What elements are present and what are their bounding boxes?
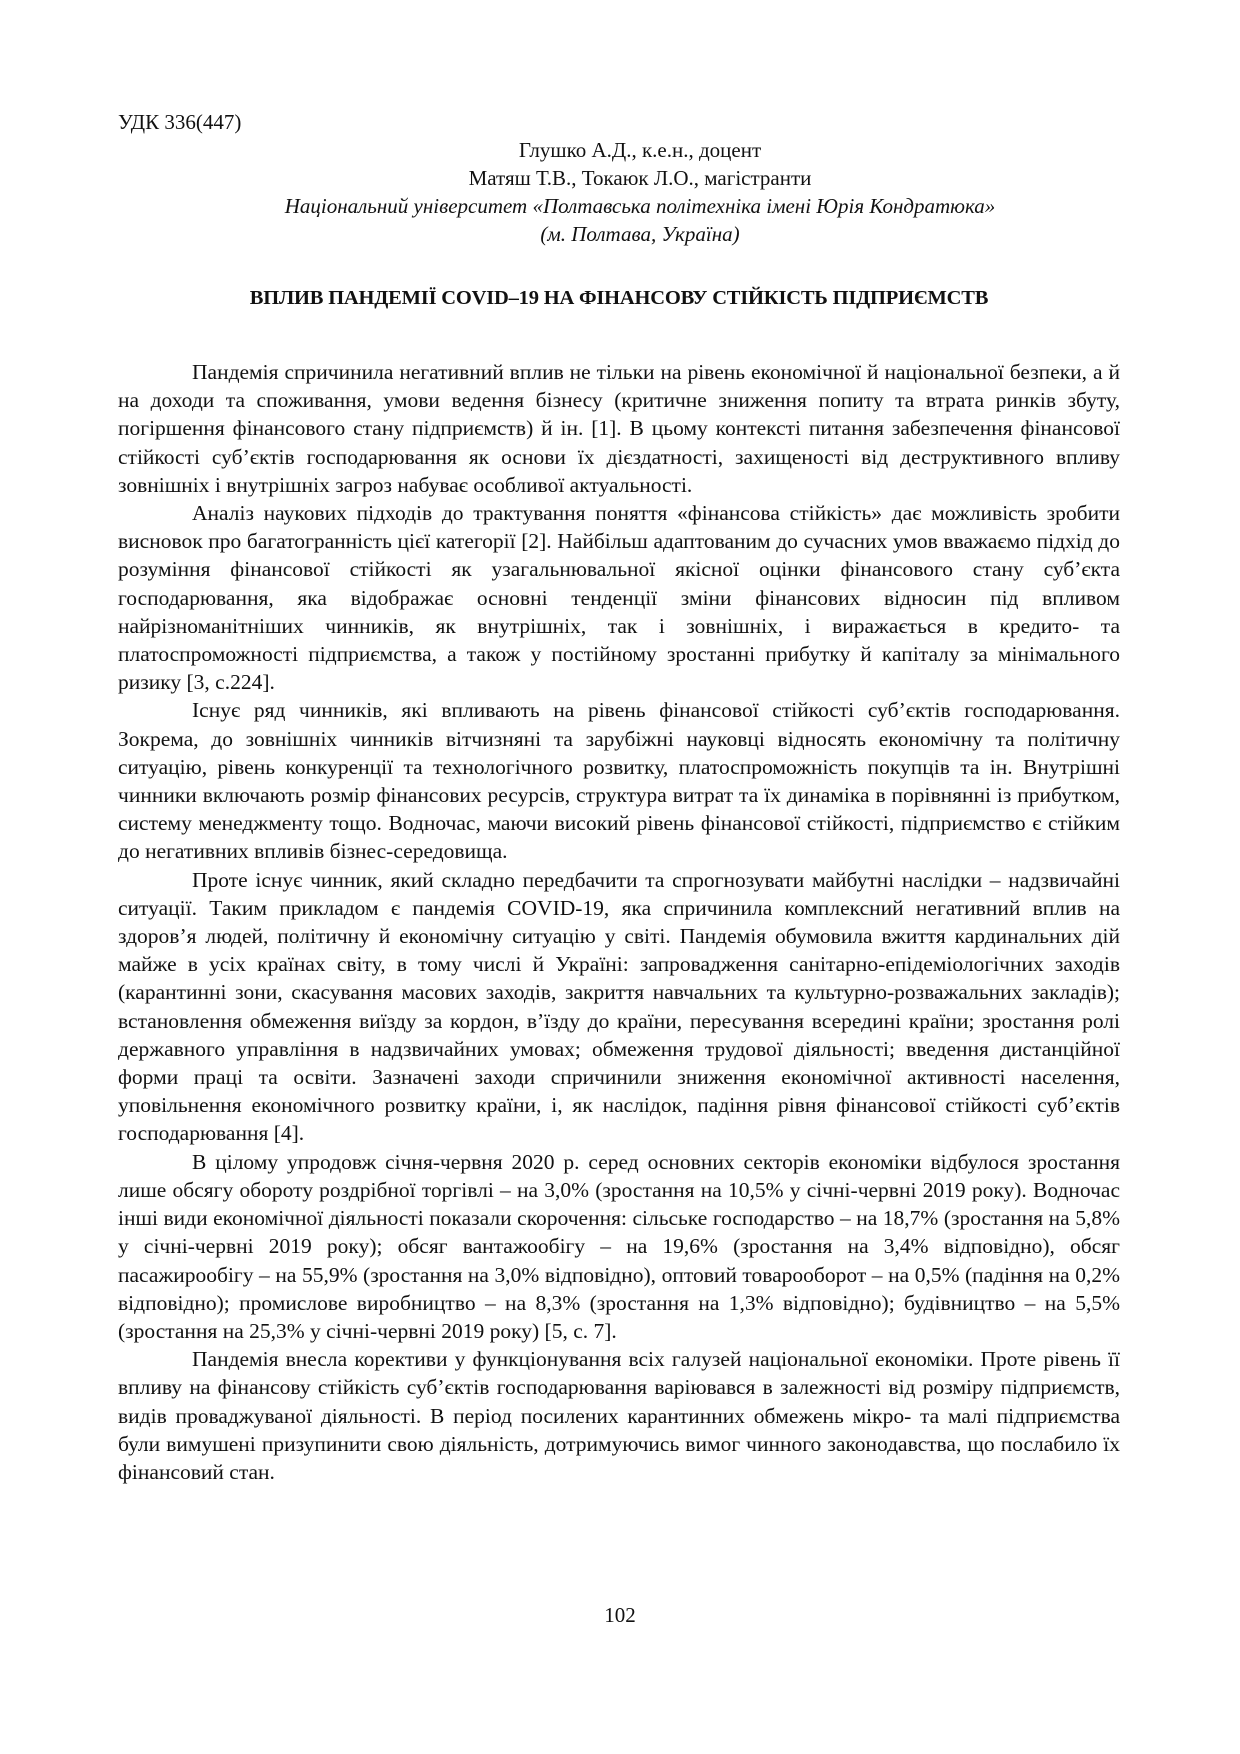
paragraph: Проте існує чинник, який складно передбачити та спрогнозувати майбутні наслідки – надзвичайні ситуації. Таким прикладом є пандемія COVID-19, яка спричинила комплексний негативний вплив на здоров’я людей, політичну й економічну ситуацію у світі. Пандемія обумовила вжиття кардинальних дій майже в усіх країнах світу, в тому числі й Україні: запровадження санітарно-епідеміологічних заходів (карантинні зони, скасування масових заходів, закриття навчальних та культурно-розважальних закладів); встановлення обмеження виїзду за кордон, в’їзду до країни, пересування всередині країни; зростання ролі державного управління в надзвичайних умовах; обмеження трудової діяльності; введення дистанційної форми праці та освіти. Зазначені заходи спричинили зниження економічної активності населення, уповільнення економічного розвитку країни, і, як наслідок, падіння рівня фінансової стійкості суб’єктів господарювання [4]. (118, 867, 1120, 1146)
article-body (118, 358, 1120, 1486)
paragraph: Пандемія внесла корективи у функціонування всіх галузей національної економіки. Проте рівень її впливу на фінансову стійкість суб’єктів господарювання варіювався в залежності від розміру підприємств, видів проваджуваної діяльності. В період посилених карантинних обмежень мікро- та малі підприємства були вимушені призупинити свою діяльність, дотримуючись вимог чинного законодавства, що послабило їх фінансовий стан. (118, 1347, 1120, 1484)
paragraph: Існує ряд чинників, які впливають на рівень фінансової стійкості суб’єктів господарювання. Зокрема, до зовнішніх чинників вітчизняні та зарубіжні науковці відносять економічну та політичну ситуацію, рівень конкуренції та технологічного розвитку, платоспроможність покупців та ін. Внутрішні чинники включають розмір фінансових ресурсів, структура витрат та їх динаміка в порівнянні із прибутком, систему менеджменту тощо. Водночас, маючи високий рівень фінансової стійкості, підприємство є стійким до негативних впливів бізнес-середовища. (118, 698, 1120, 864)
paragraph: В цілому упродовж січня-червня 2020 р. серед основних секторів економіки відбулося зростання лише обсягу обороту роздрібної торгівлі – на 3,0% (зростання на 10,5% у січні-червні 2019 року). Водночас інші види економічної діяльності показали скорочення: сільське господарство – на 18,7% (зростання на 5,8% у січні-червні 2019 року); обсяг вантажообігу – на 19,6% (зростання на 3,4% відповідно), обсяг пасажирообігу – на 55,9% (зростання на 3,0% відповідно), оптовий товарооборот – на 0,5% (падіння на 0,2% відповідно); промислове виробництво – на 8,3% (зростання на 1,3% відповідно); будівництво – на 5,5% (зростання на 25,3% у січні-червні 2019 року) [5, с. 7]. (118, 1149, 1120, 1343)
author-line-2: Матяш Т.В., Токаюк Л.О., магістранти (468, 166, 812, 190)
paragraph: Аналіз наукових підходів до трактування поняття «фінансова стійкість» дає можливість зробити висновок про багатогранність цієї категорії [2]. Найбільш адаптованим до сучасних умов вважаємо підхід до розуміння фінансової стійкості як узагальнювальної якісної оцінки фінансового стану суб’єкта господарювання, яка відображає основні тенденції зміни фінансових відносин під впливом найрізноманітніших чинників, як внутрішніх, так і зовнішніх, і виражається в кредито- та платоспроможності підприємства, а також у постійному зростанні прибутку й капіталу за мінімального ризику [3, с.224]. (118, 501, 1120, 695)
article-title: ВПЛИВ ПАНДЕМІЇ COVID–19 НА ФІНАНСОВУ СТІЙКІСТЬ ПІДПРИЄМСТВ (249, 287, 989, 309)
affiliation: Національний університет «Полтавська політехніка імені Юрія Кондратюка» (284, 194, 996, 218)
author-block (200, 136, 1080, 248)
author-line-1: Глушко А.Д., к.е.н., доцент (518, 138, 762, 162)
location: (м. Полтава, Україна) (540, 222, 740, 246)
udk-code: УДК 336(447) (118, 110, 242, 134)
paragraph: Пандемія спричинила негативний вплив не тільки на рівень економічної й національної безпеки, а й на доходи та споживання, умови ведення бізнесу (критичне зниження попиту та втрата ринків збуту, погіршення фінансового стану підприємств) й ін. [1]. В цьому контексті питання забезпечення фінансової стійкості суб’єктів господарювання як основи їх дієздатності, захищеності від деструктивного впливу зовнішніх і внутрішніх загроз набуває особливої актуальності. (118, 360, 1120, 497)
page-number: 102 (604, 1603, 636, 1627)
